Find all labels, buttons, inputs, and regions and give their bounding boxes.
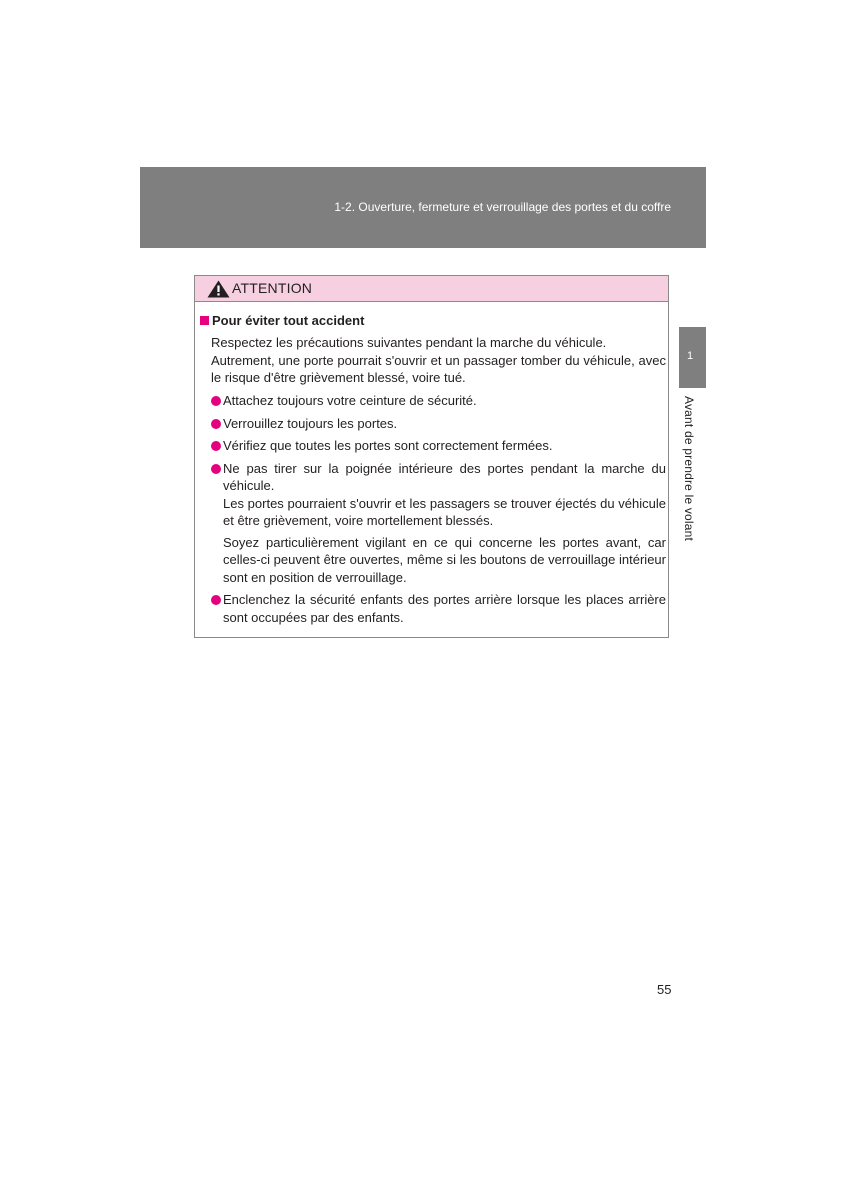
- intro-paragraph: Autrement, une porte pourrait s'ouvrir et un passager tomber du véhicule, avec le risque d'être grièvement blessé, voire tué.: [211, 352, 666, 385]
- attention-header: [195, 276, 668, 302]
- list-item-detail: Les portes pourraient s'ouvrir et les passagers se trouver éjectés du véhicule et être grièvement, voire mortellement blessés.: [223, 495, 666, 528]
- section-header-band: [140, 167, 706, 248]
- list-item: [211, 392, 666, 410]
- list-item: [211, 591, 666, 626]
- intro-paragraph: Respectez les précautions suivantes pendant la marche du véhicule.: [211, 335, 607, 350]
- list-item: [211, 437, 666, 455]
- page-number: 55: [657, 982, 672, 997]
- attention-title: ATTENTION: [232, 280, 313, 296]
- section-title: 1-2. Ouverture, fermeture et verrouillage des portes et du coffre: [334, 200, 671, 214]
- chapter-label: Avant de prendre le volant: [682, 396, 696, 542]
- section-heading: [200, 313, 364, 328]
- intro-text: [211, 334, 666, 387]
- list-item: [211, 415, 666, 433]
- square-bullet-icon: [200, 316, 209, 325]
- list-item-detail: Soyez particulièrement vigilant en ce qui concerne les portes avant, car celles-ci peuvent être ouvertes, même si les boutons de verrouillage intérieur sont en position de verrouillage.: [223, 534, 666, 585]
- list-item-text: Ne pas tirer sur la poignée intérieure des portes pendant la marche du véhicule.: [223, 460, 666, 493]
- circle-bullet-icon: [211, 464, 221, 474]
- circle-bullet-icon: [211, 419, 221, 429]
- attention-box: [194, 275, 669, 638]
- circle-bullet-icon: [211, 396, 221, 406]
- section-heading-text: Pour éviter tout accident: [212, 313, 365, 328]
- list-item-text: Attachez toujours votre ceinture de sécurité.: [223, 393, 477, 408]
- chapter-number: 1: [687, 350, 694, 362]
- list-item-text: Verrouillez toujours les portes.: [223, 415, 398, 431]
- list-item-text: Vérifiez que toutes les portes sont correctement fermées.: [223, 438, 553, 453]
- warning-triangle-icon: [207, 280, 230, 298]
- list-item-text: Enclenchez la sécurité enfants des portes arrière lorsque les places arrière sont occupées par des enfants.: [223, 592, 666, 625]
- chapter-tab: [679, 327, 706, 388]
- circle-bullet-icon: [211, 595, 221, 605]
- precaution-list: [211, 392, 666, 631]
- circle-bullet-icon: [211, 441, 221, 451]
- list-item: [211, 460, 666, 587]
